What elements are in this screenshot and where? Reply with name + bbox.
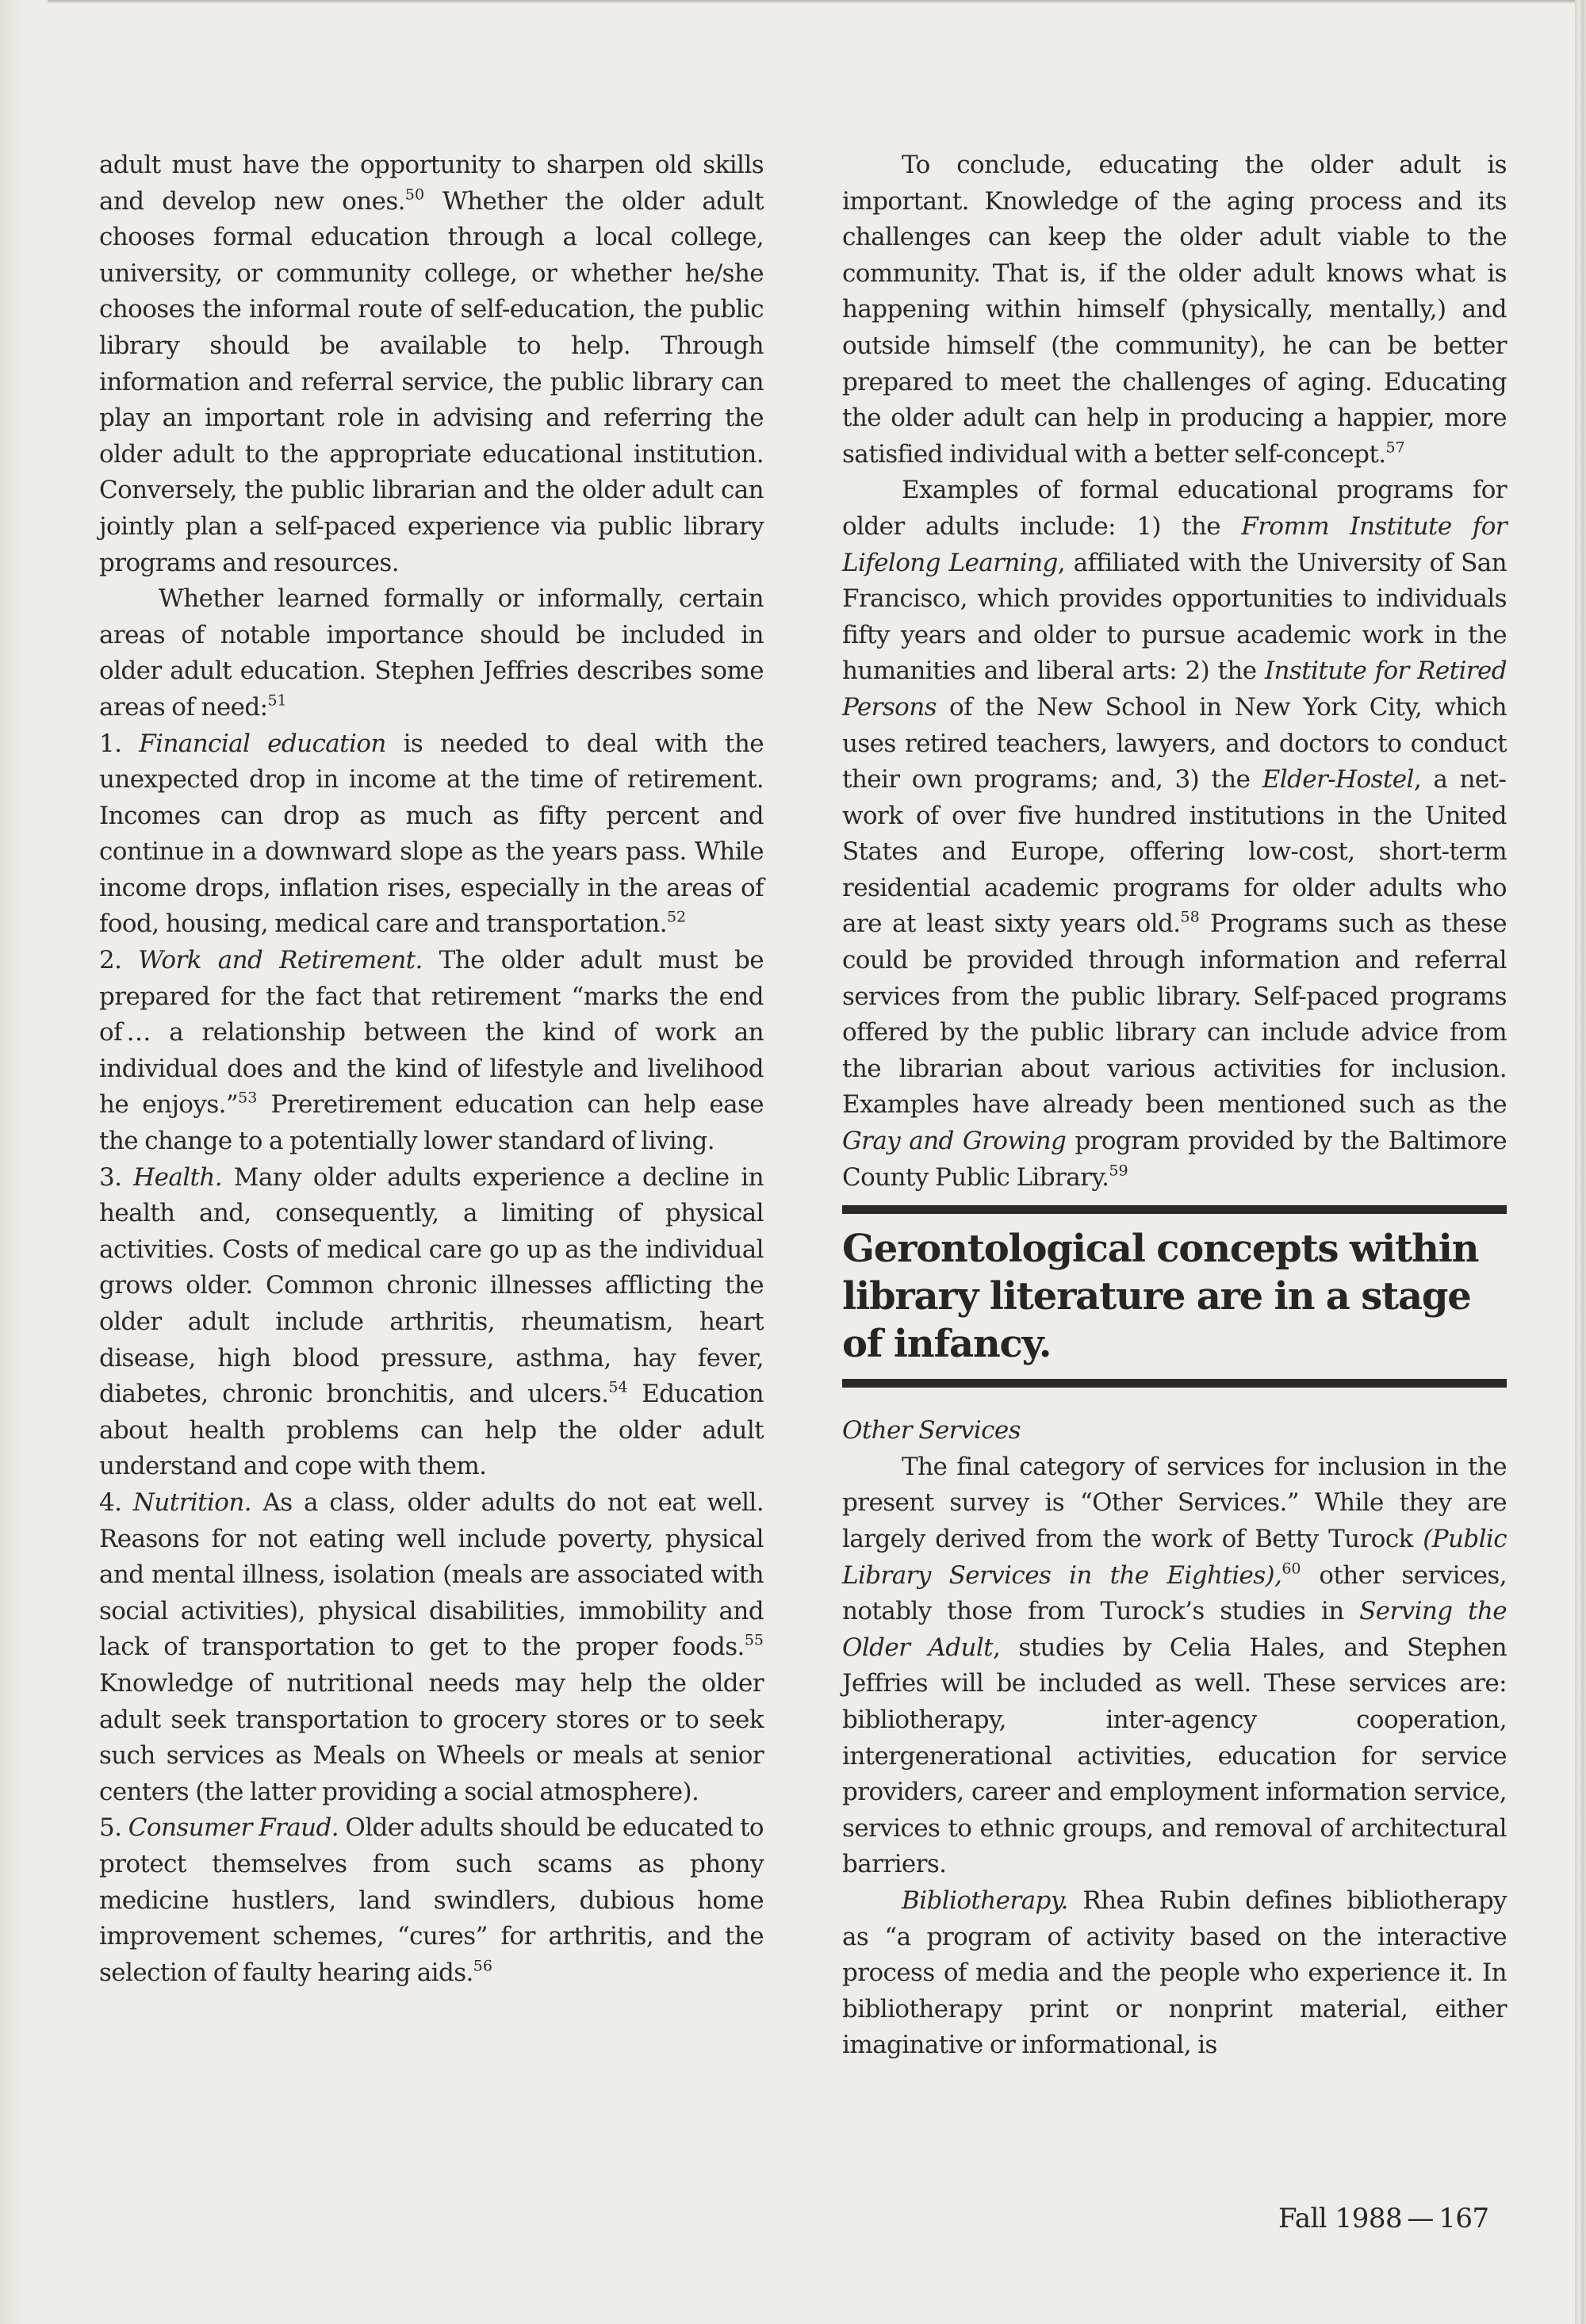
- list-item-work-and-retirement: 2. Work and Retirement. The older adult must be prepared for the fact that retirement “marks the end of … a relationship between the kind of work an individual does and the kind of lifestyle and livelihood he enjoys.”$^{53}$ Preretirement education can help ease the change to a potentially lower standard of living.: [99, 946, 764, 1156]
- footnote-ref: 57: [1385, 438, 1405, 457]
- pull-quote-text: Gerontological concepts within library literature are in a stage of infancy.: [842, 1227, 1479, 1367]
- footnote-ref: 50: [404, 186, 425, 204]
- footnote-ref: 58: [1180, 909, 1200, 927]
- pull-quote-bottom-rule: [842, 1379, 1507, 1388]
- item-title: Nutrition.: [132, 1487, 251, 1517]
- paragraph: To conclude, educating the older adult is important. Knowledge of the aging process and its challenges can keep the older adult viable to the community. That is, if the older adult knows what is happening within himself (physically, mentally,) and outside himself (the community), he can be better prepared to meet the challenges of aging. Educating the older adult can help in producing a happier, more satisfied individual with a better self-concept.$^{57}$: [842, 151, 1507, 469]
- item-title: Consumer Fraud.: [128, 1813, 339, 1843]
- list-item-nutrition: 4. Nutrition. As a class, older adults do not eat well. Reasons for not eating well include poverty, physical and mental illness, isolation (meals are associated with social activities), physical disabilities, immobility and lack of transportation to get to the proper foods.$^{55}$ Knowledge of nutritional needs may help the older adult seek transportation to grocery stores or to seek such services as Meals on Wheels or meals at senior centers (the latter providing a social atmosphere).: [99, 1487, 764, 1806]
- footnote-ref: 55: [744, 1632, 764, 1649]
- left-column: [99, 147, 764, 1991]
- footnote-ref: 54: [608, 1378, 628, 1396]
- section-heading: Other Services: [842, 1416, 1021, 1445]
- right-column: [842, 147, 1507, 2064]
- list-item-financial-education: 1. Financial education is needed to deal with the unexpected drop in income at the time of retirement. Incomes can drop as much as fifty percent and continue in a downward slope as the years pass. While income drops, inflation rises, especially in the areas of food, housing, medical care and transportation.$^{52}$: [99, 729, 764, 939]
- paragraph: Examples of formal educational programs for older adults include: 1) the Fromm Institute for Lifelong Learning, affiliated with the University of San Francisco, which provides opportunities to individuals fifty years and older to pursue academic work in the humanities and liberal arts: 2) the Institute for Retired Persons of the New School in New York City, which uses retired teachers, lawyers, and doctors to conduct their own programs; and, 3) the Elder-Hostel, a network of over five hundred institutions in the United States and Europe, offering low-cost, short-term residential academic programs for older adults who are at least sixty years old.$^{58}$ Programs such as these could be provided through information and referral services from the public library. Self-paced programs offered by the public library can include advice from the librarian about various activities for inclusion. Examples have already been mentioned such as the Gray and Growing program provided by the Baltimore County Public Library.$^{59}$: [842, 476, 1507, 1192]
- page-gutter-shadow: [0, 0, 24, 2324]
- footnote-ref: 51: [267, 691, 287, 710]
- item-title: Work and Retirement.: [138, 946, 423, 975]
- paragraph: adult must have the opportunity to sharpen old skills and develop new ones.$^{50}$ Whether the older adult chooses formal education through a local college, university, or community college, or whether he/she chooses the informal route of self-education, the public library should be available to help. Through information and referral service, the public library can play an important role in advising and referring the older adult to the appropriate educational institution. Conversely, the public librarian and the older adult can jointly plan a self-paced experience via public library programs and resources.: [99, 151, 764, 577]
- footnote-ref: 52: [666, 909, 687, 927]
- paragraph: Whether learned formally or informally, certain areas of notable importance should be included in older adult education. Stephen Jeffries describes some areas of need:$^{51}$: [99, 584, 764, 722]
- paragraph: Bibliotherapy. Rhea Rubin defines bibliotherapy as “a program of activity based on the interactive process of media and the people who experience it. In bibliotherapy print or nonprint material, either imaginative or informational, is: [842, 1886, 1507, 2060]
- footnote-ref: 59: [1109, 1162, 1128, 1180]
- item-title: Health.: [133, 1162, 222, 1192]
- pull-quote: [842, 1205, 1507, 1388]
- footnote-ref: 53: [238, 1089, 258, 1108]
- run-in-heading: Bibliotherapy.: [902, 1886, 1068, 1915]
- list-item-health: 3. Health. Many older adults experience a decline in health and, consequently, a limiting of physical activities. Costs of medical care go up as the individual grows older. Common chronic illnesses afflicting the older adult include arthritis, rheumatism, heart disease, high blood pressure, asthma, hay fever, diabetes, chronic bronchitis, and ulcers.$^{54}$ Education about health problems can help the older adult understand and cope with them.: [99, 1162, 764, 1481]
- list-item-consumer-fraud: 5. Consumer Fraud. Older adults should be educated to protect themselves from such scams as phony medicine hustlers, land swindlers, dubious home improvement schemes, “cures” for arthritis, and the selection of faulty hearing aids.$^{56}$: [99, 1813, 764, 1987]
- page-folio: Fall 1988 — 167: [1278, 2203, 1489, 2234]
- page-right-edge: [1575, 0, 1586, 2324]
- paragraph: The final category of services for inclusion in the present survey is “Other Services.” While they are largely derived from the work of Betty Turock (Public Library Services in the Eighties),$^{60}$ other services, notably those from Turock’s studies in Serving the Older Adult, studies by Celia Hales, and Stephen Jeffries will be included as well. These services are: bibliotherapy, inter-agency cooperation, intergenerational activities, education for service providers, career and employment information service, services to ethnic groups, and removal of architectural barriers.: [842, 1452, 1507, 1879]
- footnote-ref: 60: [1281, 1560, 1301, 1578]
- page-top-edge: [48, 0, 1586, 3]
- footnote-ref: 56: [473, 1957, 492, 1975]
- item-title: Financial education: [139, 729, 386, 758]
- pull-quote-top-rule: [842, 1205, 1507, 1214]
